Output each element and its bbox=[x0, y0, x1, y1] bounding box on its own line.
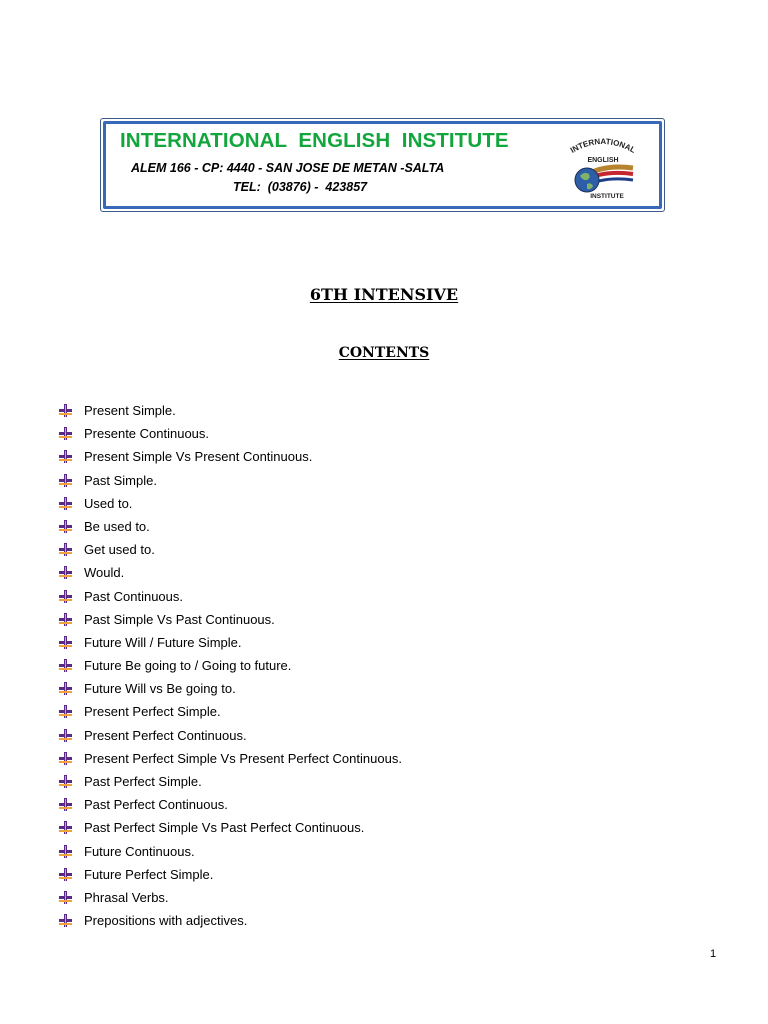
document-title: 6TH INTENSIVE bbox=[309, 285, 459, 304]
cross-bullet-icon bbox=[59, 821, 72, 834]
logo-text-top: INTERNATIONAL bbox=[568, 136, 637, 155]
cross-bullet-icon bbox=[59, 798, 72, 811]
list-item-label: Prepositions with adjectives. bbox=[84, 913, 248, 929]
cross-bullet-icon bbox=[59, 404, 72, 417]
cross-bullet-icon bbox=[59, 474, 72, 487]
list-item-label: Get used to. bbox=[84, 542, 155, 558]
logo-text-mid: ENGLISH bbox=[587, 157, 619, 164]
list-item bbox=[59, 654, 402, 677]
list-item bbox=[59, 700, 402, 723]
contents-list bbox=[59, 399, 402, 932]
cross-bullet-icon bbox=[59, 590, 72, 603]
list-item bbox=[59, 561, 402, 584]
page-number: 1 bbox=[710, 948, 717, 960]
cross-bullet-icon bbox=[59, 845, 72, 858]
list-item bbox=[59, 538, 402, 561]
list-item-label: Would. bbox=[84, 565, 125, 581]
cross-bullet-icon bbox=[59, 752, 72, 765]
cross-bullet-icon bbox=[59, 427, 72, 440]
globe-logo-icon bbox=[563, 132, 641, 202]
list-item bbox=[59, 886, 402, 909]
header-box bbox=[100, 118, 665, 212]
list-item-label: Present Perfect Simple. bbox=[84, 704, 221, 720]
list-item bbox=[59, 399, 402, 422]
list-item-label: Present Perfect Continuous. bbox=[84, 727, 247, 743]
list-item bbox=[59, 816, 402, 839]
list-item bbox=[59, 747, 402, 770]
list-item-label: Future Will vs Be going to. bbox=[84, 681, 236, 697]
list-item bbox=[59, 469, 402, 492]
cross-bullet-icon bbox=[59, 729, 72, 742]
contents-heading: CONTENTS bbox=[338, 345, 430, 361]
cross-bullet-icon bbox=[59, 450, 72, 463]
list-item bbox=[59, 863, 402, 886]
list-item-label: Future Perfect Simple. bbox=[84, 866, 214, 882]
list-item-label: Phrasal Verbs. bbox=[84, 889, 169, 905]
list-item-label: Past Simple. bbox=[84, 472, 157, 488]
list-item bbox=[59, 840, 402, 863]
cross-bullet-icon bbox=[59, 659, 72, 672]
list-item-label: Present Simple. bbox=[84, 403, 176, 418]
list-item-label: Past Perfect Continuous. bbox=[84, 797, 228, 813]
list-item bbox=[59, 515, 402, 538]
list-item-label: Used to. bbox=[84, 495, 133, 511]
list-item bbox=[59, 608, 402, 631]
list-item bbox=[59, 445, 402, 468]
list-item bbox=[59, 724, 402, 747]
list-item bbox=[59, 422, 402, 445]
list-item-label: Past Perfect Simple Vs Past Perfect Continuous. bbox=[84, 820, 365, 836]
cross-bullet-icon bbox=[59, 868, 72, 881]
list-item bbox=[59, 492, 402, 515]
cross-bullet-icon bbox=[59, 705, 72, 718]
list-item bbox=[59, 793, 402, 816]
cross-bullet-icon bbox=[59, 566, 72, 579]
logo-text-bottom: INSTITUTE bbox=[590, 193, 624, 200]
cross-bullet-icon bbox=[59, 520, 72, 533]
cross-bullet-icon bbox=[59, 914, 72, 927]
list-item-label: Future Will / Future Simple. bbox=[84, 634, 242, 650]
list-item-label: Be used to. bbox=[84, 518, 150, 534]
institute-name: INTERNATIONAL ENGLISH INSTITUTE bbox=[120, 129, 509, 152]
header-frame bbox=[103, 121, 662, 209]
list-item bbox=[59, 585, 402, 608]
list-item-label: Presente Continuous. bbox=[84, 426, 210, 442]
list-item-label: Past Perfect Simple. bbox=[84, 774, 202, 789]
institute-phone: TEL: (03876) - 423857 bbox=[233, 180, 368, 194]
list-item-label: Past Simple Vs Past Continuous. bbox=[84, 611, 275, 627]
cross-bullet-icon bbox=[59, 636, 72, 649]
cross-bullet-icon bbox=[59, 613, 72, 626]
list-item-label: Past Continuous. bbox=[84, 588, 184, 604]
institute-address: ALEM 166 - CP: 4440 - SAN JOSE DE METAN -SALTA bbox=[131, 161, 445, 175]
cross-bullet-icon bbox=[59, 682, 72, 695]
cross-bullet-icon bbox=[59, 543, 72, 556]
list-item-label: Future Be going to / Going to future. bbox=[84, 658, 292, 674]
list-item-label: Present Perfect Simple Vs Present Perfect Continuous. bbox=[84, 750, 402, 766]
cross-bullet-icon bbox=[59, 497, 72, 510]
list-item-label: Future Continuous. bbox=[84, 843, 195, 859]
list-item-label: Present Simple Vs Present Continuous. bbox=[84, 449, 313, 465]
cross-bullet-icon bbox=[59, 775, 72, 788]
list-item bbox=[59, 631, 402, 654]
list-item bbox=[59, 770, 402, 793]
list-item bbox=[59, 677, 402, 700]
list-item bbox=[59, 909, 402, 932]
cross-bullet-icon bbox=[59, 891, 72, 904]
svg-text:INTERNATIONAL bbox=[569, 137, 637, 155]
